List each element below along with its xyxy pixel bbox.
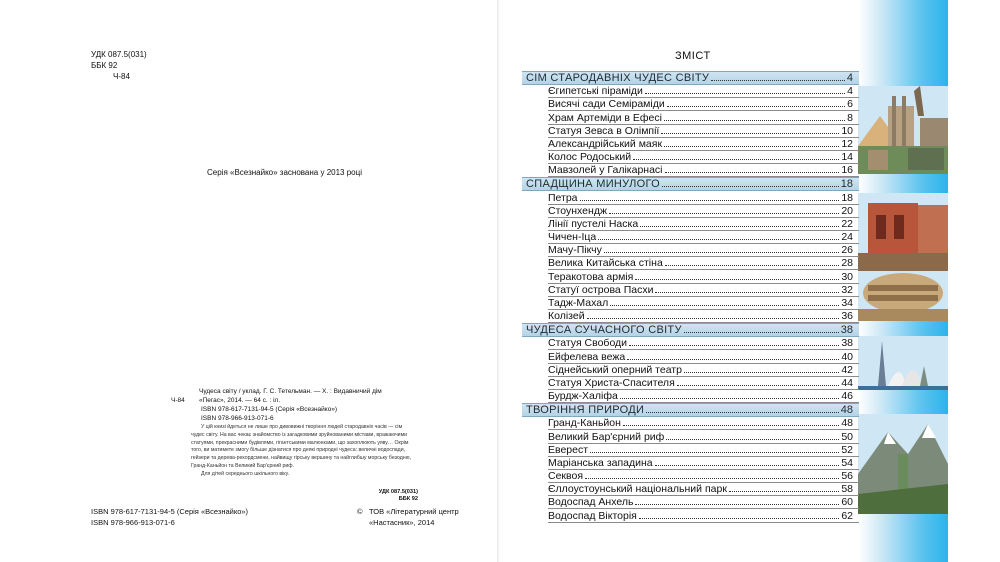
copyright-line-1: ТОВ «Літературний центр	[369, 507, 459, 516]
toc-entry-title: Колізей	[548, 310, 585, 323]
toc-entry[interactable]	[548, 218, 859, 231]
toc-entry-title: Статуя Зевса в Олімпії	[548, 124, 660, 137]
copyright-symbol: ©	[357, 507, 363, 516]
annotation-line-2: «Пегас», 2014. — 64 с. : іл.	[199, 397, 281, 404]
toc-entry-page: 60	[841, 496, 853, 509]
toc-entry-title: Мавзолей у Галікарнасі	[548, 164, 663, 177]
toc-entry-title: Ейфелева вежа	[548, 350, 626, 363]
toc-section-3[interactable]	[522, 323, 859, 337]
toc-entry-title: Петра	[548, 191, 578, 204]
codes-right	[358, 489, 418, 503]
book-abstract	[191, 424, 411, 479]
toc-entry-page: 24	[841, 231, 853, 244]
toc-entry[interactable]	[548, 191, 859, 204]
dot-leader	[609, 213, 839, 214]
toc-entry[interactable]	[548, 205, 859, 218]
toc-entry-title: Гранд-Каньйон	[548, 417, 621, 430]
toc-entry[interactable]	[548, 390, 859, 403]
toc-entry[interactable]	[548, 125, 859, 138]
toc-section-title: СПАДЩИНА МИНУЛОГО	[526, 178, 660, 191]
toc-entry[interactable]	[548, 244, 859, 257]
annotation-isbn-book: ISBN 978-966-913-071-6	[201, 415, 274, 422]
toc-entry[interactable]	[548, 98, 859, 111]
toc-entry-page: 32	[841, 283, 853, 296]
toc-heading: ЗМІСТ	[675, 50, 711, 62]
toc-entry[interactable]	[548, 470, 859, 483]
toc-entry-page: 10	[841, 124, 853, 137]
toc-entry[interactable]	[548, 257, 859, 270]
isbn-book: ISBN 978-966-913-071-6	[91, 518, 175, 527]
toc-entry[interactable]	[548, 231, 859, 244]
toc-entry-title: Колос Родоський	[548, 151, 632, 164]
toc-entry[interactable]	[548, 138, 859, 151]
series-note: Серія «Всезнайко» заснована у 2013 році	[207, 168, 362, 177]
isbn-series: ISBN 978-617-7131-94-5 (Серія «Всезнайко»)	[91, 507, 249, 516]
toc-entry-page: 14	[841, 151, 853, 164]
toc-section-4[interactable]	[522, 403, 859, 417]
dot-leader	[646, 412, 839, 413]
toc-entry-title: Водоспад Анхель	[548, 496, 634, 509]
toc-entry-title: Водоспад Вікторія	[548, 509, 637, 522]
toc-entry[interactable]	[548, 164, 859, 177]
toc-entry-page: 38	[841, 337, 853, 350]
toc-entry-page: 16	[841, 164, 853, 177]
toc-entry[interactable]	[548, 337, 859, 350]
abstract-text: У цій книзі йдеться не лише про дивовижні творіння людей стародавніх часів — сім чудес світу. На вас чекає знайомство із загадковими зруйнованими містами, вражаючими статуями, прекрасними будівлями, гігантськими малюнками, що захоплюють уяву… Окрім того, ви матимете змогу більше дізнатися про деякі природні чудеса: величні водоспади, гейзери та дерева-рекордсмени, найвищу гірську вершину та найглибшу морську безодню, Гранд-Каньйон та Великий Бар'єрний риф.	[191, 424, 411, 469]
toc-entry[interactable]	[548, 85, 859, 98]
toc-entry-title: Теракотова армія	[548, 270, 634, 283]
toc-entry-page: 4	[847, 85, 853, 98]
dot-leader	[661, 133, 839, 134]
dot-leader	[585, 478, 839, 479]
dot-leader	[655, 465, 840, 466]
annotation-isbn-series: ISBN 978-617-7131-94-5 (Серія «Всезнайко»)	[201, 406, 338, 413]
toc-entry-title: Лінії пустелі Наска	[548, 217, 639, 230]
dot-leader	[610, 305, 839, 306]
dot-leader	[655, 292, 839, 293]
toc-entry-page: 12	[841, 137, 853, 150]
dot-leader	[711, 80, 845, 81]
isbn-block	[91, 506, 248, 528]
toc-entry[interactable]	[548, 444, 859, 457]
dot-leader	[639, 518, 839, 519]
bbk-code: ББК 92	[91, 61, 118, 70]
toc-entry-title: Тадж-Махал	[548, 297, 609, 309]
toc-entry-page: 48	[841, 417, 853, 430]
dot-leader	[665, 172, 840, 173]
copyright-line-2: «Настасник», 2014	[369, 518, 435, 527]
toc-section-title: СІМ СТАРОДАВНІХ ЧУДЕС СВІТУ	[526, 72, 710, 84]
udk-code: УДК 087.5(031)	[91, 50, 147, 59]
toc-entry-page: 40	[841, 350, 853, 363]
toc-entry-title: Чичен-Іца	[548, 231, 597, 244]
toc-entry-page: 54	[841, 456, 853, 469]
toc-entry-title: Мачу-Пікчу	[548, 244, 602, 257]
toc-entry[interactable]	[548, 457, 859, 470]
toc-entry-page: 26	[841, 244, 853, 257]
toc-entry[interactable]	[548, 151, 859, 164]
annotation-line-1: Чудеса світу / уклад. Г. С. Тетельман. — Х. : Видавничий дім	[199, 388, 382, 395]
dot-leader	[620, 398, 839, 399]
toc-entry[interactable]	[548, 364, 859, 377]
toc-entry-title: Еверест	[548, 443, 589, 456]
toc-entry[interactable]	[548, 350, 859, 363]
toc-entry[interactable]	[548, 430, 859, 443]
nature-illustration	[858, 414, 948, 514]
toc-entry-title: Єллоустоунський національний парк	[548, 483, 727, 496]
toc-entry-page: 30	[841, 270, 853, 283]
dot-leader	[684, 372, 839, 373]
toc-entry-page: 20	[841, 204, 853, 217]
dot-leader	[604, 252, 839, 253]
dot-leader	[640, 226, 839, 227]
toc-entry-page: 28	[841, 257, 853, 270]
toc-entry[interactable]	[548, 496, 859, 509]
toc-entry-page: 22	[841, 217, 853, 230]
toc-entry-page: 56	[841, 470, 853, 483]
toc-entry-title: Статуя Свободи	[548, 337, 628, 350]
toc-section-page: 4	[846, 72, 853, 84]
dot-leader	[677, 385, 840, 386]
toc-entry-title: Статуя Христа-Спасителя	[548, 376, 675, 389]
toc-entry-page: 42	[841, 363, 853, 376]
udk-code-right: УДК 087.5(031)	[378, 489, 418, 495]
dot-leader	[662, 186, 839, 187]
annotation-code: Ч-84	[171, 397, 185, 404]
dot-leader	[627, 359, 839, 360]
toc-entry[interactable]	[548, 297, 859, 310]
toc-section-title: ТВОРІННЯ ПРИРОДИ	[526, 404, 645, 417]
toc-entry-page: 52	[841, 443, 853, 456]
toc-entry-title: Маріанська западина	[548, 456, 653, 469]
table-of-contents	[522, 71, 859, 523]
bibliographic-codes	[91, 49, 147, 82]
dot-leader	[598, 239, 839, 240]
page-margin	[948, 0, 1000, 562]
dot-leader	[635, 279, 839, 280]
abstract-audience: Для дітей середнього шкільного віку.	[201, 470, 290, 477]
modern-wonders-illustration	[858, 336, 948, 390]
toc-entry-page: 44	[841, 376, 853, 389]
dot-leader	[633, 159, 839, 160]
toc-section-title: ЧУДЕСА СУЧАСНОГО СВІТУ	[526, 324, 682, 337]
toc-entry-title: Бурдж-Халіфа	[548, 390, 618, 403]
toc-entry[interactable]	[548, 417, 859, 430]
toc-entry[interactable]	[548, 270, 859, 283]
toc-section-1[interactable]	[522, 71, 859, 85]
dot-leader	[580, 200, 840, 201]
toc-entry-title: Сіднейський оперний театр	[548, 363, 682, 376]
toc-entry-title: Великий Бар'єрний риф	[548, 430, 665, 443]
toc-entry-title: Стоунхендж	[548, 204, 607, 217]
toc-entry-page: 62	[841, 509, 853, 522]
dot-leader	[666, 439, 839, 440]
toc-entry-page: 58	[841, 483, 853, 496]
toc-entry[interactable]	[548, 483, 859, 496]
toc-entry-page: 18	[841, 191, 853, 204]
dot-leader	[665, 265, 840, 266]
toc-entry-title: Храм Артеміди в Ефесі	[548, 111, 662, 124]
toc-entry-title: Велика Китайська стіна	[548, 257, 663, 270]
dot-leader	[629, 345, 839, 346]
toc-entry-title: Статуї острова Пасхи	[548, 283, 654, 296]
dot-leader	[645, 93, 845, 94]
toc-entry-title: Секвоя	[548, 470, 584, 483]
toc-entry[interactable]	[548, 310, 859, 323]
toc-entry-page: 8	[847, 111, 853, 124]
dot-leader	[590, 452, 839, 453]
toc-entry[interactable]	[548, 111, 859, 124]
author-code: Ч-84	[113, 72, 130, 81]
bbk-code-right: ББК 92	[398, 496, 418, 502]
dot-leader	[729, 491, 839, 492]
toc-section-2[interactable]	[522, 177, 859, 191]
copyright-block	[357, 506, 459, 528]
dot-leader	[623, 425, 839, 426]
toc-entry-page: 46	[841, 390, 853, 403]
toc-entry-page: 34	[841, 297, 853, 309]
toc-entry[interactable]	[548, 377, 859, 390]
toc-entry[interactable]	[548, 284, 859, 297]
ancient-wonders-illustration	[858, 86, 948, 174]
annotation-card	[171, 387, 411, 423]
toc-entry-page: 50	[841, 430, 853, 443]
dot-leader	[635, 504, 839, 505]
dot-leader	[587, 318, 840, 319]
toc-section-page: 18	[840, 178, 853, 191]
toc-entry[interactable]	[548, 509, 859, 522]
toc-entry-page: 36	[841, 310, 853, 323]
toc-section-page: 38	[840, 324, 853, 337]
dot-leader	[664, 120, 845, 121]
toc-entry-page: 6	[847, 98, 853, 111]
toc-section-page: 48	[840, 404, 853, 417]
toc-entry-title: Єгипетські піраміди	[548, 85, 643, 98]
heritage-illustration	[858, 193, 948, 321]
dot-leader	[667, 106, 845, 107]
dot-leader	[684, 332, 839, 333]
toc-entry-title: Висячі сади Семіраміди	[548, 98, 665, 111]
toc-entry-title: Александрійський маяк	[548, 137, 663, 150]
dot-leader	[664, 146, 839, 147]
